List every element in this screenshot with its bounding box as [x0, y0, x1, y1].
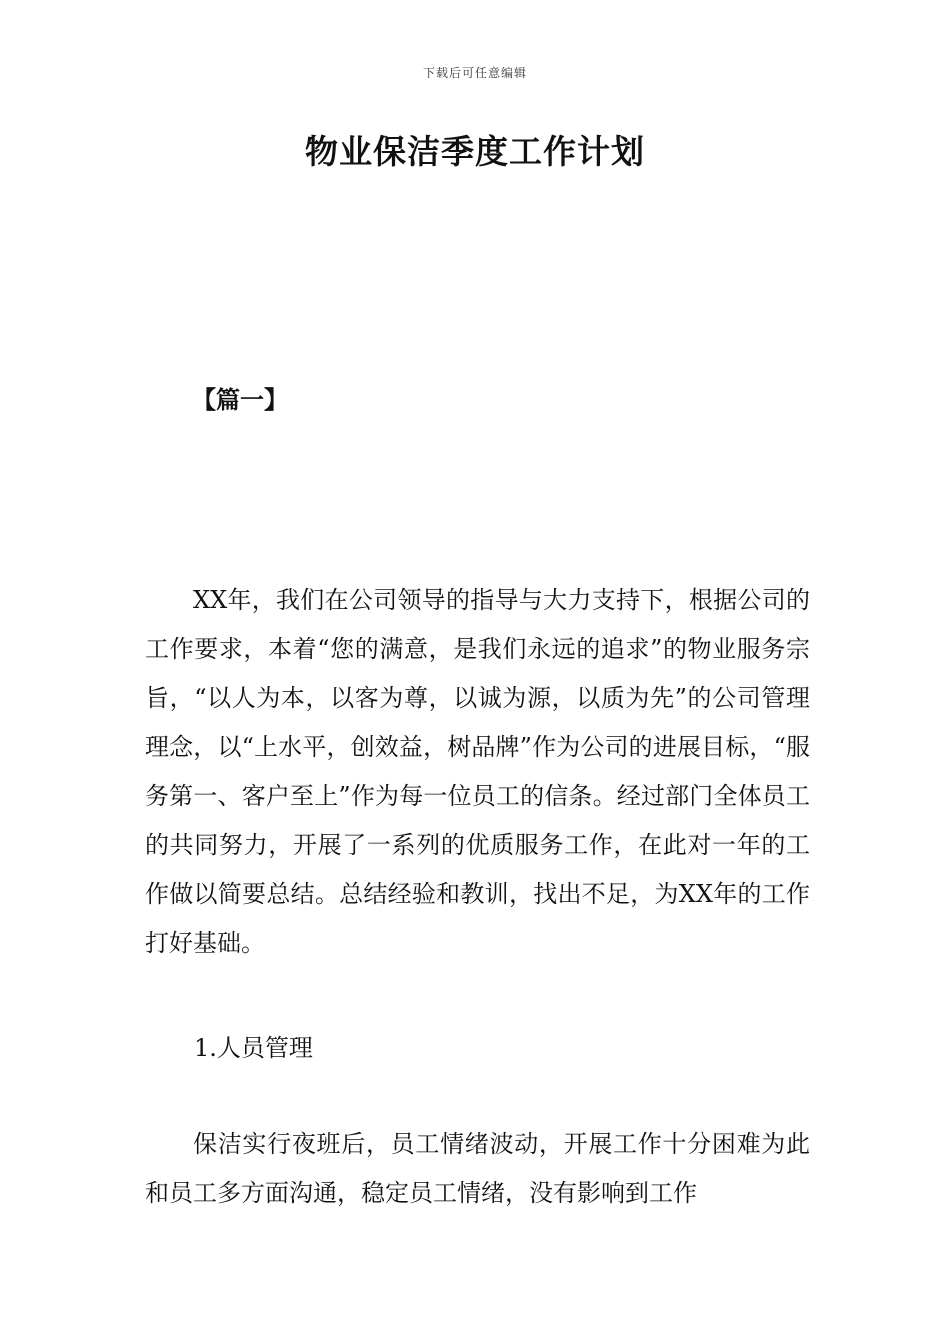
document-title: 物业保洁季度工作计划	[305, 132, 645, 171]
section-label: 【篇一】	[192, 386, 288, 414]
body-paragraph-2: 保洁实行夜班后，员工情绪波动，开展工作十分困难为此和员工多方面沟通，稳定员工情绪，没有影响到工作	[145, 1130, 810, 1207]
header-note: 下载后可任意编辑	[422, 66, 527, 80]
sub-heading: 1.人员管理	[194, 1034, 313, 1062]
body-paragraph: XX年，我们在公司领导的指导与大力支持下，根据公司的工作要求，本着“您的满意，是我们永远的追求”的物业服务宗旨，“以人为本，以客为尊，以诚为源，以质为先”的公司管理理念，以“上水平，创效益，树品牌”作为公司的进展目标，“服务第一、客户至上”作为每一位员工的信条。经过部门全体员工的共同努力，开展了一系列的优质服务工作，在此对一年的工作做以简要总结。总结经验和教训，找出不足，为XX年的工作打好基础。	[145, 586, 810, 957]
